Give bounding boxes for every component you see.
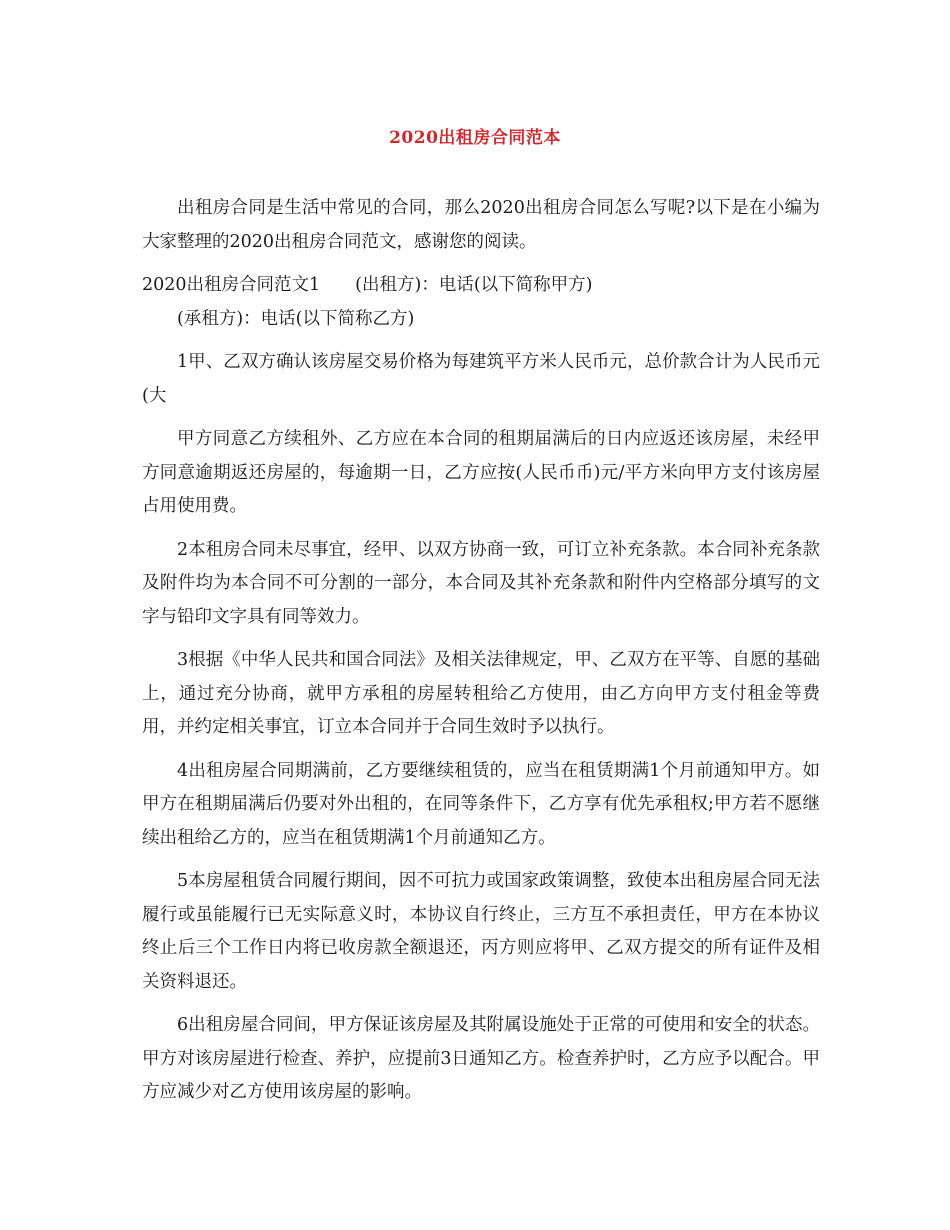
clause-3-paragraph: 3根据《中华人民共和国合同法》及相关法律规定，甲、乙双方在平等、自愿的基础上，通过充分协商，就甲方承租的房屋转租给乙方使用，由乙方向甲方支付租金等费用，并约定相关事宜，订立本合同并于合同生效时予以执行。 [142, 650, 820, 737]
contract-heading-line: 2020出租房合同范文1 (出租方)：电话(以下简称甲方) [142, 275, 593, 295]
tenant-line: (承租方)：电话(以下简称乙方) [177, 308, 415, 329]
clause-4-paragraph: 4出租房屋合同期满前，乙方要继续租赁的，应当在租赁期满1个月前通知甲方。如甲方在租期届满后仍要对外出租的，在同等条件下，乙方享有优先承租权;甲方若不愿继续出租给乙方的，应当在租赁期满1个月前通知乙方。 [142, 760, 820, 848]
intro-paragraph: 出租房合同是生活中常见的合同，那么2020出租房合同怎么写呢?以下是在小编为大家整理的2020出租房合同范文，感谢您的阅读。 [142, 198, 820, 252]
clause-6-paragraph: 6出租房屋合同间，甲方保证该房屋及其附属设施处于正常的可使用和安全的状态。甲方对该房屋进行检查、养护，应提前3日通知乙方。检查养护时，乙方应予以配合。甲方应减少对乙方使用该房屋的影响。 [142, 1015, 820, 1102]
clause-2-paragraph: 2本租房合同未尽事宜，经甲、以双方协商一致，可订立补充条款。本合同补充条款及附件均为本合同不可分割的一部分，本合同及其补充条款和附件内空格部分填写的文字与铅印文字具有同等效力。 [142, 539, 820, 627]
renewal-paragraph: 甲方同意乙方续租外、乙方应在本合同的租期届满后的日内应返还该房屋，未经甲方同意逾期返还房屋的，每逾期一日，乙方应按(人民币币)元/平方米向甲方支付该房屋占用使用费。 [142, 429, 820, 516]
clause-1-paragraph: 1甲、乙双方确认该房屋交易价格为每建筑平方米人民币元，总价款合计为人民币元(大 [142, 352, 820, 406]
clause-5-paragraph: 5本房屋租赁合同履行期间，因不可抗力或国家政策调整，致使本出租房屋合同无法履行或虽能履行已无实际意义时，本协议自行终止，三方互不承担责任，甲方在本协议终止后三个工作日内将已收房款全额退还，丙方则应将甲、乙双方提交的所有证件及相关资料退还。 [142, 871, 820, 992]
document-title: 2020出租房合同范本 [389, 128, 561, 148]
document-body [142, 192, 820, 1120]
